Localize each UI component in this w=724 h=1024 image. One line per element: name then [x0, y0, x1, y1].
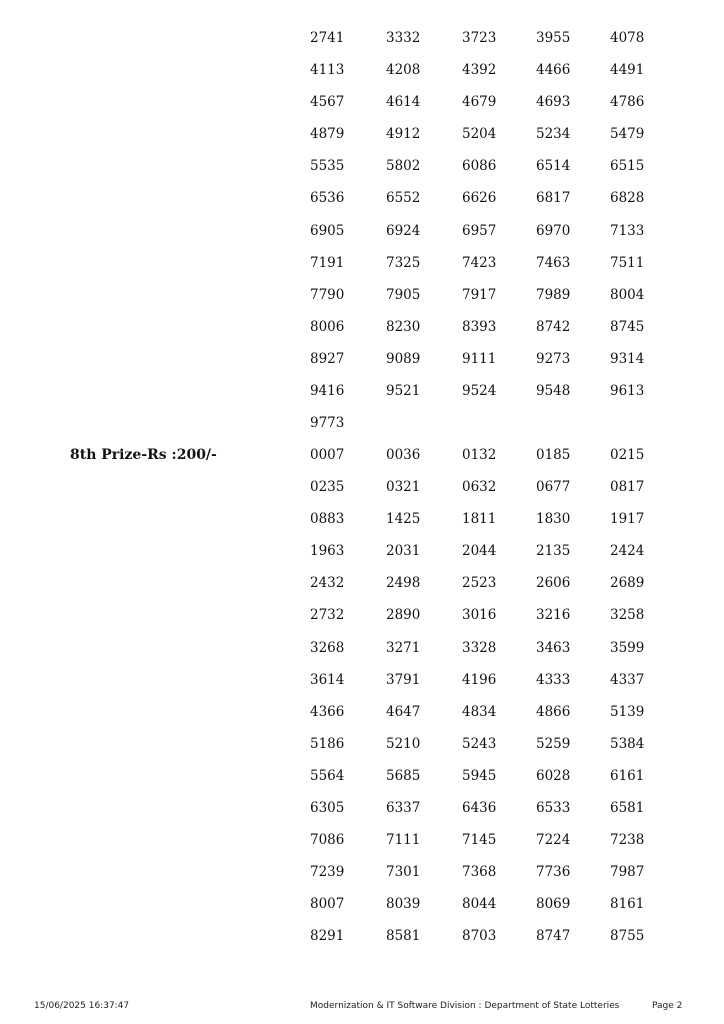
number-row [0, 735, 724, 767]
number-row [0, 350, 724, 382]
ticket-number: 5535 [310, 158, 345, 175]
ticket-number: 7790 [310, 286, 345, 303]
number-row [0, 895, 724, 927]
ticket-number: 5564 [310, 767, 345, 784]
number-row [0, 478, 724, 510]
ticket-number: 7238 [610, 832, 645, 849]
ticket-number: 3258 [610, 607, 645, 624]
ticket-number: 1830 [536, 511, 571, 528]
ticket-number: 6086 [462, 158, 497, 175]
ticket-number: 0817 [610, 479, 645, 496]
ticket-number: 7325 [386, 254, 421, 271]
ticket-number: 5234 [536, 126, 571, 143]
ticket-number: 7301 [386, 864, 421, 881]
ticket-number: 9416 [310, 383, 345, 400]
ticket-number: 4333 [536, 671, 571, 688]
ticket-number: 2890 [386, 607, 421, 624]
ticket-number: 5945 [462, 767, 497, 784]
number-row [0, 799, 724, 831]
ticket-number: 3216 [536, 607, 571, 624]
number-row [0, 29, 724, 61]
number-row [0, 318, 724, 350]
ticket-number: 6161 [610, 767, 645, 784]
eighth-prize-label: 8th Prize-Rs :200/- [70, 447, 217, 463]
ticket-number: 9089 [386, 350, 421, 367]
ticket-number: 6533 [536, 800, 571, 817]
ticket-number: 2732 [310, 607, 345, 624]
ticket-number: 8927 [310, 350, 345, 367]
ticket-number: 1917 [610, 511, 645, 528]
ticket-number: 7511 [610, 254, 645, 271]
ticket-number: 4337 [610, 671, 645, 688]
ticket-number: 4879 [310, 126, 345, 143]
ticket-number: 5479 [610, 126, 645, 143]
ticket-number: 6924 [386, 222, 421, 239]
ticket-number: 8069 [536, 896, 571, 913]
ticket-number: 8161 [610, 896, 645, 913]
ticket-number: 7917 [462, 286, 497, 303]
ticket-number: 6970 [536, 222, 571, 239]
ticket-number: 7086 [310, 832, 345, 849]
ticket-number: 1811 [462, 511, 497, 528]
ticket-number: 9613 [610, 383, 645, 400]
ticket-number: 1425 [386, 511, 421, 528]
ticket-number: 2135 [536, 543, 571, 560]
number-row [0, 639, 724, 671]
ticket-number: 3268 [310, 639, 345, 656]
ticket-number: 8006 [310, 318, 345, 335]
ticket-number: 4078 [610, 30, 645, 46]
continued-prize-numbers [0, 29, 724, 446]
ticket-number: 6305 [310, 800, 345, 817]
ticket-number: 5210 [386, 735, 421, 752]
ticket-number: 4392 [462, 62, 497, 79]
ticket-number: 8703 [462, 928, 497, 945]
ticket-number: 7224 [536, 832, 571, 849]
number-row [0, 414, 724, 446]
ticket-number: 2689 [610, 575, 645, 592]
ticket-number: 6626 [462, 190, 497, 207]
ticket-number: 5186 [310, 735, 345, 752]
ticket-number: 7191 [310, 254, 345, 271]
ticket-number: 2044 [462, 543, 497, 560]
ticket-number: 7423 [462, 254, 497, 271]
ticket-number: 8755 [610, 928, 645, 945]
ticket-number: 4208 [386, 62, 421, 79]
ticket-number: 8745 [610, 318, 645, 335]
ticket-number: 5259 [536, 735, 571, 752]
ticket-number: 8007 [310, 896, 345, 913]
ticket-number: 2424 [610, 543, 645, 560]
ticket-number: 4786 [610, 94, 645, 111]
ticket-number: 4366 [310, 703, 345, 720]
ticket-number: 4113 [310, 62, 345, 79]
ticket-number: 6581 [610, 800, 645, 817]
ticket-number: 6817 [536, 190, 571, 207]
ticket-number: 0132 [462, 447, 497, 463]
ticket-number: 4912 [386, 126, 421, 143]
ticket-number: 7989 [536, 286, 571, 303]
number-row [0, 61, 724, 93]
ticket-number: 6905 [310, 222, 345, 239]
ticket-number: 9111 [462, 350, 497, 367]
ticket-number: 4647 [386, 703, 421, 720]
ticket-number: 2523 [462, 575, 497, 592]
ticket-number: 9521 [386, 383, 421, 400]
number-row [0, 574, 724, 606]
ticket-number: 2031 [386, 543, 421, 560]
ticket-number: 6536 [310, 190, 345, 207]
ticket-number: 3955 [536, 30, 571, 46]
number-row [0, 157, 724, 189]
ticket-number: 4693 [536, 94, 571, 111]
ticket-number: 4834 [462, 703, 497, 720]
ticket-number: 3016 [462, 607, 497, 624]
ticket-number: 8230 [386, 318, 421, 335]
ticket-number: 3332 [386, 30, 421, 46]
ticket-number: 8004 [610, 286, 645, 303]
number-row [0, 671, 724, 703]
ticket-number: 3723 [462, 30, 497, 46]
ticket-number: 4679 [462, 94, 497, 111]
number-row [0, 863, 724, 895]
number-row [0, 927, 724, 959]
ticket-number: 3463 [536, 639, 571, 656]
number-row [0, 189, 724, 221]
number-row [0, 767, 724, 799]
ticket-number: 9524 [462, 383, 497, 400]
ticket-number: 0883 [310, 511, 345, 528]
ticket-number: 7133 [610, 222, 645, 239]
ticket-number: 7905 [386, 286, 421, 303]
ticket-number: 5384 [610, 735, 645, 752]
ticket-number: 0321 [386, 479, 421, 496]
number-row [0, 382, 724, 414]
ticket-number: 7736 [536, 864, 571, 881]
ticket-number: 6436 [462, 800, 497, 817]
ticket-number: 4196 [462, 671, 497, 688]
ticket-number: 2498 [386, 575, 421, 592]
ticket-number: 7239 [310, 864, 345, 881]
ticket-number: 0185 [536, 447, 571, 463]
ticket-number: 8742 [536, 318, 571, 335]
ticket-number: 0632 [462, 479, 497, 496]
ticket-number: 3271 [386, 639, 421, 656]
ticket-number: 8393 [462, 318, 497, 335]
number-row [0, 286, 724, 318]
ticket-number: 5139 [610, 703, 645, 720]
footer-timestamp: 15/06/2025 16:37:47 [34, 1001, 130, 1011]
ticket-number: 0007 [310, 447, 345, 463]
number-row [0, 446, 724, 478]
ticket-number: 0235 [310, 479, 345, 496]
ticket-number: 6552 [386, 190, 421, 207]
ticket-number: 8291 [310, 928, 345, 945]
ticket-number: 4491 [610, 62, 645, 79]
ticket-number: 0215 [610, 447, 645, 463]
number-row [0, 222, 724, 254]
ticket-number: 8039 [386, 896, 421, 913]
ticket-number: 6515 [610, 158, 645, 175]
ticket-number: 0677 [536, 479, 571, 496]
ticket-number: 8044 [462, 896, 497, 913]
ticket-number: 1963 [310, 543, 345, 560]
ticket-number: 5243 [462, 735, 497, 752]
ticket-number: 7987 [610, 864, 645, 881]
footer-page-number: Page 2 [652, 1001, 683, 1011]
ticket-number: 4866 [536, 703, 571, 720]
ticket-number: 2606 [536, 575, 571, 592]
ticket-number: 6957 [462, 222, 497, 239]
ticket-number: 5802 [386, 158, 421, 175]
number-row [0, 510, 724, 542]
ticket-number: 0036 [386, 447, 421, 463]
ticket-number: 3791 [386, 671, 421, 688]
ticket-number: 9273 [536, 350, 571, 367]
number-row [0, 831, 724, 863]
ticket-number: 4466 [536, 62, 571, 79]
ticket-number: 2432 [310, 575, 345, 592]
eighth-prize-numbers [0, 446, 724, 960]
ticket-number: 3328 [462, 639, 497, 656]
ticket-number: 7111 [386, 832, 421, 849]
ticket-number: 6337 [386, 800, 421, 817]
ticket-number: 6028 [536, 767, 571, 784]
ticket-number: 5204 [462, 126, 497, 143]
ticket-number: 5685 [386, 767, 421, 784]
ticket-number: 4614 [386, 94, 421, 111]
number-row [0, 93, 724, 125]
number-row [0, 254, 724, 286]
ticket-number: 6514 [536, 158, 571, 175]
ticket-number: 4567 [310, 94, 345, 111]
ticket-number: 7463 [536, 254, 571, 271]
ticket-number: 9548 [536, 383, 571, 400]
ticket-number: 2741 [310, 30, 345, 46]
ticket-number: 3599 [610, 639, 645, 656]
number-row [0, 125, 724, 157]
ticket-number: 7368 [462, 864, 497, 881]
footer-division: Modernization & IT Software Division : Department of State Lotteries [310, 1001, 620, 1011]
ticket-number: 8747 [536, 928, 571, 945]
number-row [0, 542, 724, 574]
ticket-number: 6828 [610, 190, 645, 207]
number-row [0, 703, 724, 735]
ticket-number: 9773 [310, 415, 345, 432]
ticket-number: 9314 [610, 350, 645, 367]
number-row [0, 606, 724, 638]
ticket-number: 7145 [462, 832, 497, 849]
ticket-number: 3614 [310, 671, 345, 688]
ticket-number: 8581 [386, 928, 421, 945]
